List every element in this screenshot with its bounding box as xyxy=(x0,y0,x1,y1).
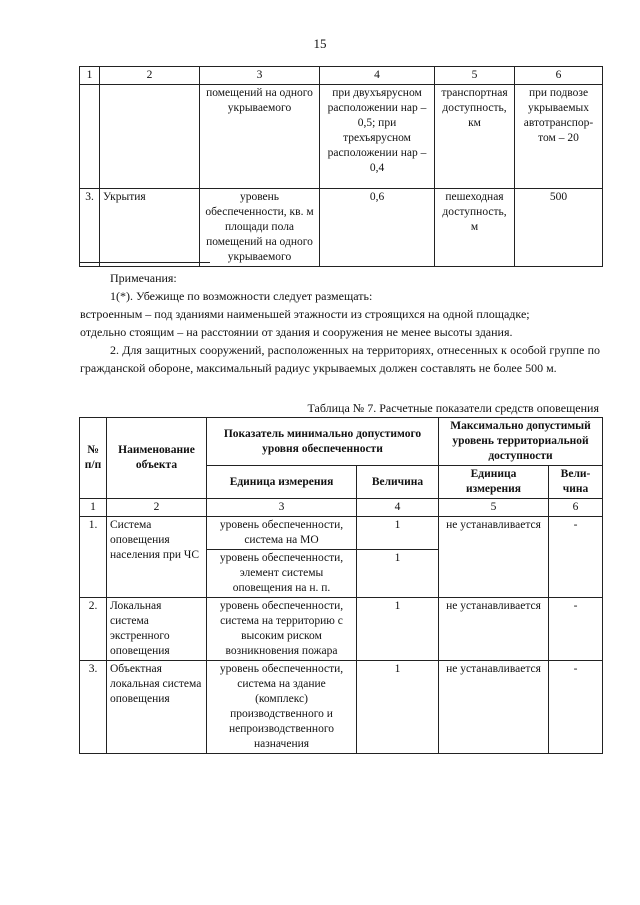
table-row xyxy=(80,517,603,550)
row-number: 3. xyxy=(80,661,107,754)
note-1a: встроенным – под зданиями наименьшей этажности из строящихся на одной площадке; xyxy=(80,307,530,321)
max-value-cell: - xyxy=(549,517,603,598)
col-number: 3 xyxy=(207,499,357,517)
object-name: Объектная локальная система оповещения xyxy=(107,661,207,754)
col-number: 2 xyxy=(107,499,207,517)
unit-cell: уровень обеспеченности, система на здание (комплекс) производственного и непроизводственного назначения xyxy=(207,661,357,754)
max-unit-cell: не устанавливается xyxy=(439,598,549,661)
header-unit: Единица измерения xyxy=(207,466,357,499)
table-row xyxy=(80,598,603,661)
note-1: 1(*). Убежище по возможности следует размещать: xyxy=(110,289,373,303)
table-row xyxy=(80,85,603,189)
col-number: 5 xyxy=(439,499,549,517)
max-value-cell: - xyxy=(549,661,603,754)
page-number: 15 xyxy=(313,36,327,51)
col-number: 3 xyxy=(200,67,320,85)
table-row xyxy=(80,661,603,754)
table-notification-means xyxy=(79,417,603,754)
indicator-cell: уровень обеспеченности, кв. м площади пола помещений на одного укрываемого xyxy=(200,189,320,267)
unit-cell: уровень обеспеченности, система на территорию с высоким риском возникновения пожара xyxy=(207,598,357,661)
object-name: Система оповещения населения при ЧС xyxy=(107,517,207,598)
header-value-2: Вели- чина xyxy=(549,466,603,499)
note-2: 2. Для защитных сооружений, расположенных на территориях, отнесенных к особой группе по гражданской обороне, максимальный радиус укрываемых должен составлять не более 500 м. xyxy=(80,343,600,375)
col-number: 4 xyxy=(357,499,439,517)
column-number-row xyxy=(80,67,603,85)
table-shelters-continuation xyxy=(79,66,603,267)
value-cell: при двухъярусном расположении нар – 0,5; при трехъярусном расположении нар – 0,4 xyxy=(320,85,435,189)
header-value: Величина xyxy=(357,466,439,499)
col-number: 5 xyxy=(435,67,515,85)
col-number: 6 xyxy=(515,67,603,85)
row-number: 2. xyxy=(80,598,107,661)
notes-title: Примечания: xyxy=(110,271,177,285)
max-unit-cell: не устанавливается xyxy=(439,517,549,598)
value-cell: 1 xyxy=(357,598,439,661)
col-number: 1 xyxy=(80,67,100,85)
col-number: 4 xyxy=(320,67,435,85)
access-value-cell: при подвозе укрываемых автотранспор- том – 20 xyxy=(515,85,603,189)
object-name: Укрытия xyxy=(100,189,200,267)
max-value-cell: - xyxy=(549,598,603,661)
row-number: 3. xyxy=(80,189,100,267)
access-value-cell: 500 xyxy=(515,189,603,267)
header-indicator: Показатель минимально допустимого уровня обеспеченности xyxy=(207,418,439,466)
unit-cell: уровень обеспеченности, система на МО xyxy=(207,517,357,550)
header-name: Наименование объекта xyxy=(107,418,207,499)
table-row xyxy=(80,189,603,267)
access-unit-cell: пешеходная доступность, м xyxy=(435,189,515,267)
value-cell: 1 xyxy=(357,661,439,754)
table-caption: Таблица № 7. Расчетные показатели средств оповещения xyxy=(307,401,599,415)
note-1b: отдельно стоящим – на расстоянии от здания и сооружения не менее высоты здания. xyxy=(80,325,513,339)
value-cell: 1 xyxy=(357,550,439,598)
indicator-cell: помещений на одного укрываемого xyxy=(200,85,320,189)
object-name: Локальная система экстренного оповещения xyxy=(107,598,207,661)
row-number: 1. xyxy=(80,517,107,598)
header-num: № п/п xyxy=(80,418,107,499)
header-max-level: Максимально допустимый уровень территориальной доступности xyxy=(439,418,603,466)
footnote-divider xyxy=(80,262,210,263)
value-cell: 0,6 xyxy=(320,189,435,267)
notes-section xyxy=(80,262,600,377)
col-number: 1 xyxy=(80,499,107,517)
max-unit-cell: не устанавливается xyxy=(439,661,549,754)
unit-cell: уровень обеспеченности, элемент системы оповещения на н. п. xyxy=(207,550,357,598)
col-number: 6 xyxy=(549,499,603,517)
header-unit-2: Единица измерения xyxy=(439,466,549,499)
access-unit-cell: транспортная доступность, км xyxy=(435,85,515,189)
column-number-row xyxy=(80,499,603,517)
header-row xyxy=(80,418,603,466)
col-number: 2 xyxy=(100,67,200,85)
value-cell: 1 xyxy=(357,517,439,550)
